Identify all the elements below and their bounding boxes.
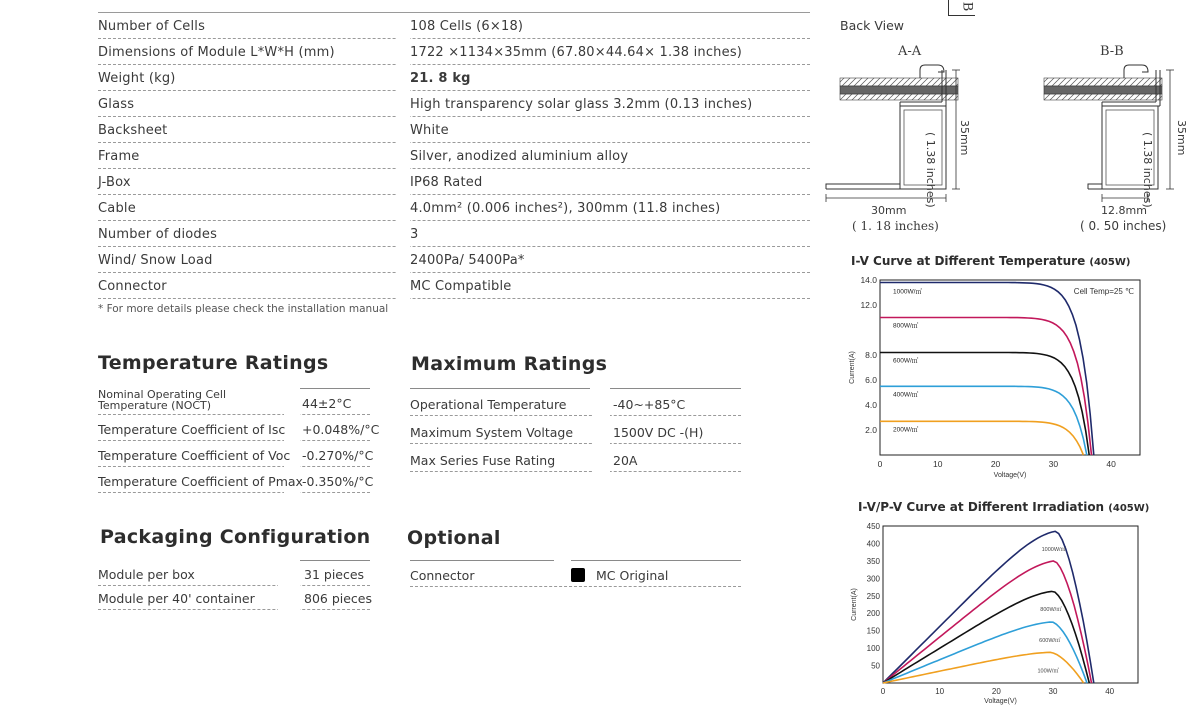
packaging-row-1-label: Module per box xyxy=(98,567,195,582)
pv-series-label-1: 1000W/㎡ xyxy=(1041,547,1067,554)
a-height-in: ( 1.38 inches) xyxy=(924,132,937,208)
spec-row-2 xyxy=(98,38,810,65)
a-height-mm: 35mm xyxy=(958,120,971,156)
optional-value-top-rule xyxy=(571,560,741,561)
pv-series-label-4: 600W/㎡ xyxy=(1039,637,1061,644)
temperature-ratings-title: Temperature Ratings xyxy=(98,352,329,374)
spec-row-1 xyxy=(98,12,810,39)
spec-row-4 xyxy=(98,90,810,117)
temperature-row-2 xyxy=(98,414,380,441)
spec-row-4-label: Glass xyxy=(98,97,135,112)
temperature-row-3-value: -0.270%/°C xyxy=(302,448,374,463)
optional-title: Optional xyxy=(407,527,501,549)
iv-temperature-chart xyxy=(840,270,1170,480)
packaging-column-gap xyxy=(278,609,300,610)
spec-row-3 xyxy=(98,64,810,91)
pv-y-tick: 200 xyxy=(866,609,880,619)
ivpv-chart-title-text: I-V/P-V Curve at Different Irradiation xyxy=(858,500,1105,514)
iv-series-label-3: 600W/㎡ xyxy=(893,357,919,365)
section-b-label: B-B xyxy=(1100,44,1124,59)
iv-series-label-4: 400W/㎡ xyxy=(893,391,919,399)
iv-chart-title-text: I-V Curve at Different Temperature xyxy=(851,254,1086,268)
temperature-row-4 xyxy=(98,466,374,493)
spec-row-5 xyxy=(98,116,810,143)
ivpv-chart-badge: (405W) xyxy=(1108,503,1150,514)
pv-x-tick: 20 xyxy=(991,687,1001,696)
spec-row-3-label: Weight (kg) xyxy=(98,71,176,86)
packaging-configuration-title: Packaging Configuration xyxy=(100,526,371,548)
iv-annotation: Cell Temp=25 ℃ xyxy=(1073,287,1134,296)
spec-row-9 xyxy=(98,220,810,247)
spec-row-8 xyxy=(98,194,810,221)
spec-row-5-label: Backsheet xyxy=(98,123,168,138)
iv-y-tick: 14.0 xyxy=(860,275,877,285)
spec-row-11 xyxy=(98,272,810,299)
iv-y-tick: 4.0 xyxy=(865,400,877,410)
pv-y-tick: 100 xyxy=(866,644,880,654)
iv-chart-badge: (405W) xyxy=(1089,257,1131,268)
optional-label: Connector xyxy=(410,568,475,583)
iv-series-line-3 xyxy=(880,353,1089,456)
spec-row-2-label: Dimensions of Module L*W*H (mm) xyxy=(98,45,335,60)
spec-row-11-label: Connector xyxy=(98,279,167,294)
packaging-row-2-label: Module per 40' container xyxy=(98,591,255,606)
iv-x-tick: 30 xyxy=(1048,459,1059,469)
section-a-profile xyxy=(826,65,960,202)
spec-row-1-label: Number of Cells xyxy=(98,19,206,34)
pv-y-tick: 300 xyxy=(866,574,880,584)
a-width-mm: 30mm xyxy=(871,204,907,217)
maximum-row-1-value: -40~+85°C xyxy=(613,397,686,412)
ivpv-chart-title xyxy=(858,500,1149,514)
temperature-row-1-label: Nominal Operating Cell Temperature (NOCT) xyxy=(98,388,227,412)
packaging-row-1 xyxy=(98,562,370,586)
spec-column-gap xyxy=(396,298,410,299)
spec-row-1-value: 108 Cells (6×18) xyxy=(410,19,524,34)
maximum-row-2-label: Maximum System Voltage xyxy=(410,425,574,440)
maximum-row-1 xyxy=(410,388,741,416)
spec-row-6-value: Silver, anodized aluminium alloy xyxy=(410,149,629,164)
iv-y-tick: 2.0 xyxy=(865,425,877,435)
spec-row-10-value: 2400Pa/ 5400Pa* xyxy=(410,253,525,268)
packaging-row-1-value: 31 pieces xyxy=(304,567,365,582)
optional-row xyxy=(410,564,741,587)
spec-row-10 xyxy=(98,246,810,273)
maximum-row-2 xyxy=(410,416,741,444)
iv-x-axis-label: Voltage(V) xyxy=(993,472,1027,479)
temperature-row-2-value: +0.048%/°C xyxy=(302,422,380,437)
spec-row-5-value: White xyxy=(410,123,449,138)
iv-x-tick: 10 xyxy=(933,459,943,469)
spec-footnote: * For more details please check the installation manual xyxy=(98,303,389,315)
pv-y-tick: 450 xyxy=(866,522,880,531)
b-height-in: ( 1.38 inches) xyxy=(1141,132,1154,208)
iv-series-label-2: 800W/㎡ xyxy=(893,322,919,330)
pv-x-tick: 40 xyxy=(1105,687,1115,696)
spec-row-7 xyxy=(98,168,810,195)
iv-y-tick: 6.0 xyxy=(865,375,877,385)
spec-row-9-value: 3 xyxy=(410,227,419,242)
pv-y-tick: 400 xyxy=(866,539,880,549)
iv-x-tick: 20 xyxy=(990,459,1001,469)
temperature-row-4-value: -0.350%/°C xyxy=(302,474,374,489)
spec-row-3-value: 21. 8 kg xyxy=(410,71,471,86)
pv-y-axis-label: Current(A) xyxy=(851,588,858,621)
spec-row-8-value: 4.0mm² (0.006 inches²), 300mm (11.8 inches) xyxy=(410,201,721,216)
maximum-row-3-label: Max Series Fuse Rating xyxy=(410,453,556,468)
temperature-row-3 xyxy=(98,440,374,467)
spec-row-2-value: 1722 ×1134×35mm (67.80×44.64× 1.38 inches) xyxy=(410,45,743,60)
temperature-row-4-label: Temperature Coefficient of Pmax xyxy=(98,474,303,489)
pv-y-tick: 50 xyxy=(871,661,880,671)
iv-y-axis-label: Current(A) xyxy=(849,351,856,384)
temperature-column-gap xyxy=(284,492,300,493)
pv-series-label-3: 800W/㎡ xyxy=(1040,607,1062,614)
spec-row-7-label: J-Box xyxy=(98,175,131,190)
maximum-ratings-title: Maximum Ratings xyxy=(411,353,608,375)
b-width-mm: 12.8mm xyxy=(1101,204,1147,217)
mc-original-swatch xyxy=(571,568,585,582)
pv-y-tick: 350 xyxy=(866,556,880,566)
spec-row-4-value: High transparency solar glass 3.2mm (0.13 inches) xyxy=(410,97,753,112)
iv-y-tick: 8.0 xyxy=(865,350,877,360)
pv-y-tick: 150 xyxy=(866,626,880,636)
section-b-profile xyxy=(1044,65,1174,202)
spec-row-11-value: MC Compatible xyxy=(410,279,512,294)
temperature-row-3-label: Temperature Coefficient of Voc xyxy=(98,448,291,463)
ivpv-irradiation-chart xyxy=(840,520,1170,727)
pv-x-tick: 10 xyxy=(935,687,945,696)
optional-label-top-rule xyxy=(410,560,554,561)
iv-y-tick: 12.0 xyxy=(860,300,877,310)
spec-row-10-label: Wind/ Snow Load xyxy=(98,253,213,268)
back-view-title: Back View xyxy=(840,18,904,33)
pv-series-line-1 xyxy=(883,531,1094,683)
iv-x-tick: 40 xyxy=(1106,459,1116,469)
temperature-row-1-value: 44±2°C xyxy=(302,396,352,411)
maximum-row-3 xyxy=(410,444,741,472)
maximum-row-2-value: 1500V DC -(H) xyxy=(613,425,704,440)
b-width-in: ( 0. 50 inches) xyxy=(1080,219,1167,233)
packaging-row-2-value: 806 pieces xyxy=(304,591,373,606)
temperature-row-1 xyxy=(98,388,370,415)
pv-x-axis-label: Voltage(V) xyxy=(984,698,1017,705)
pv-x-tick: 30 xyxy=(1048,687,1058,696)
spec-row-6 xyxy=(98,142,810,169)
pv-x-tick: 0 xyxy=(880,687,886,696)
iv-series-label-5: 200W/㎡ xyxy=(893,426,919,434)
section-marker-letter: B xyxy=(959,1,975,12)
spec-row-7-value: IP68 Rated xyxy=(410,175,483,190)
spec-row-9-label: Number of diodes xyxy=(98,227,218,242)
maximum-row-3-value: 20A xyxy=(613,453,638,468)
packaging-value-top-rule xyxy=(300,560,370,561)
pv-y-tick: 250 xyxy=(866,591,880,601)
iv-chart-title xyxy=(851,254,1130,268)
section-a-label: A-A xyxy=(898,44,922,59)
spec-row-6-label: Frame xyxy=(98,149,140,164)
spec-row-8-label: Cable xyxy=(98,201,136,216)
maximum-column-gap xyxy=(592,471,610,472)
a-width-in: ( 1. 18 inches) xyxy=(852,219,939,233)
iv-series-label-1: 1000W/㎡ xyxy=(893,288,922,296)
temperature-row-2-label: Temperature Coefficient of Isc xyxy=(98,422,286,437)
packaging-row-2 xyxy=(98,586,373,610)
pv-series-label-5: 100W/㎡ xyxy=(1037,668,1059,675)
optional-value: MC Original xyxy=(596,568,669,583)
b-height-mm: 35mm xyxy=(1175,120,1188,156)
iv-plot-frame xyxy=(880,280,1140,455)
iv-x-tick: 0 xyxy=(877,459,883,469)
maximum-row-1-label: Operational Temperature xyxy=(410,397,567,412)
